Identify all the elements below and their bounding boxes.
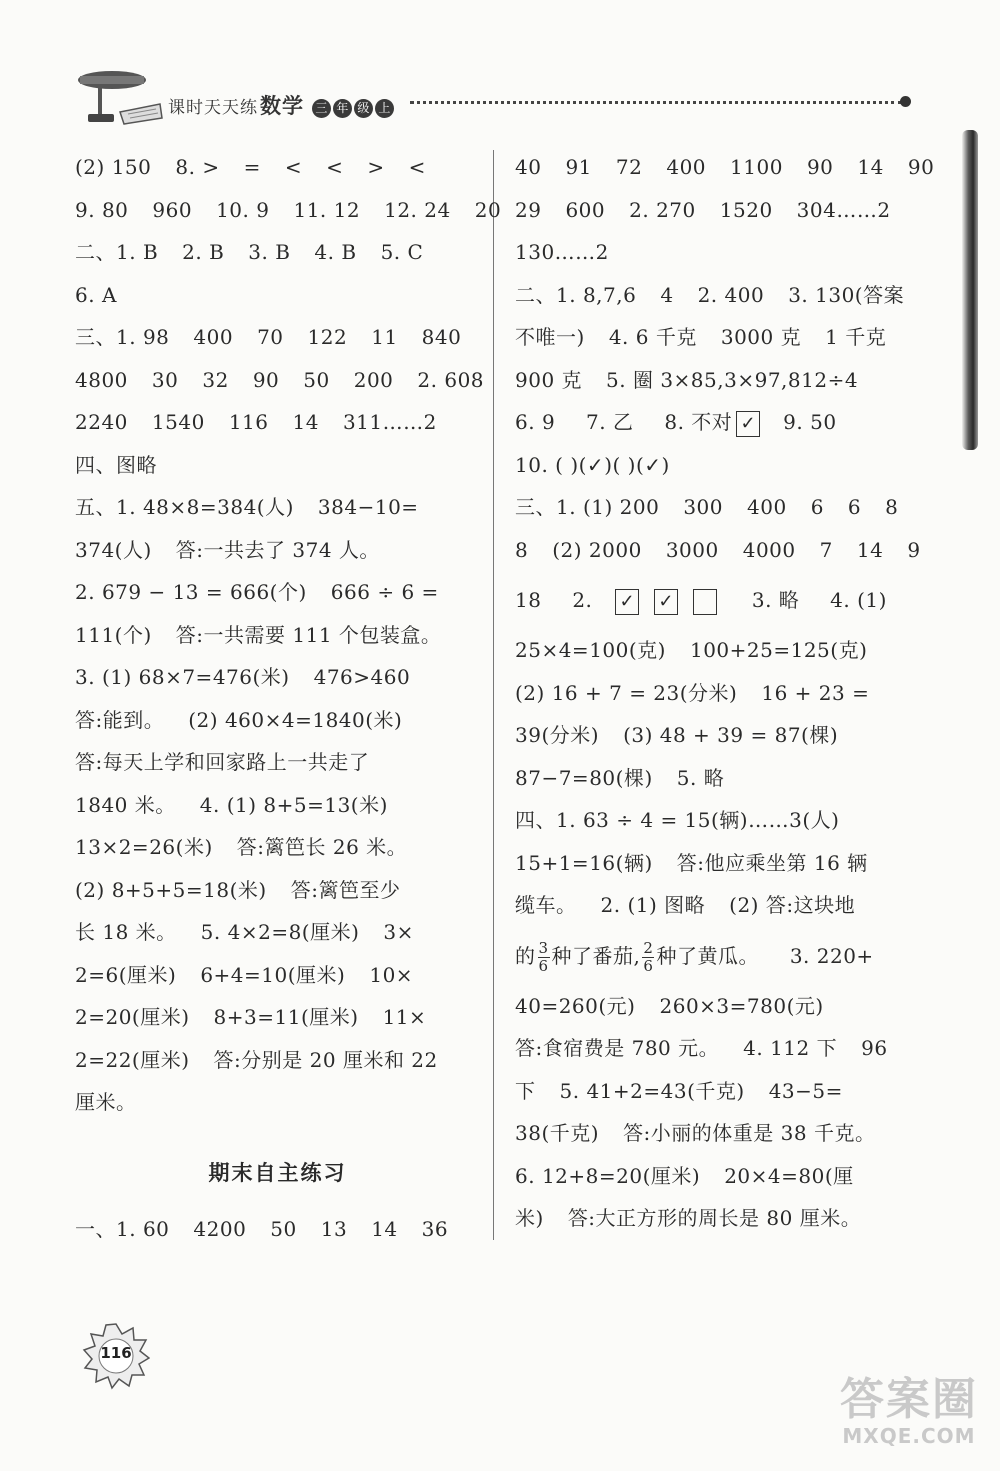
- answer-text: 的: [515, 943, 536, 968]
- answer-item: 90: [907, 155, 935, 179]
- fraction-denominator: 6: [643, 956, 654, 975]
- answer-item: 5. C: [380, 240, 424, 264]
- answer-item: <: [284, 155, 303, 179]
- answer-item: 答:大正方形的周长是 80 厘米。: [567, 1206, 862, 1230]
- answer-item: 3. (1) 68×7=476(米): [75, 665, 290, 689]
- answer-item: 30: [151, 367, 179, 392]
- answer-item: 答:能到。: [75, 707, 165, 732]
- answer-line: [75, 1081, 480, 1124]
- answer-item: 29: [515, 197, 542, 222]
- answer-line: [515, 672, 920, 715]
- answer-item: 32: [202, 367, 229, 392]
- desk-lamp-icon: [70, 68, 165, 130]
- answer-item: 300: [683, 495, 723, 519]
- fraction-numerator: 2: [643, 938, 654, 957]
- answer-item: 36: [421, 1217, 449, 1241]
- answer-item: 2. 679 − 13 = 666(个): [75, 580, 307, 604]
- answer-item: 840: [421, 325, 462, 349]
- answer-lines: [515, 486, 920, 571]
- answer-item: 2. 400: [697, 282, 765, 307]
- answer-checkbox: [693, 589, 717, 615]
- answer-item: 5. 41+2=43(千克): [559, 1078, 745, 1103]
- answer-item: 6: [810, 495, 824, 519]
- answer-item: 304……2: [796, 197, 891, 222]
- fraction: [538, 940, 550, 975]
- answer-item: 9: [907, 537, 921, 562]
- answer-line: [515, 1112, 920, 1155]
- answer-item: 3. 130(答案: [788, 282, 905, 307]
- answer-item: 960: [152, 197, 193, 222]
- grade-char: 上: [375, 99, 394, 118]
- answer-item: 400: [747, 495, 787, 519]
- answer-line: [75, 699, 480, 742]
- answer-lines: [515, 985, 920, 1240]
- answer-item: 二、1. 8,7,6: [515, 282, 637, 307]
- answer-line: [75, 571, 480, 614]
- answer-item: 91: [565, 155, 592, 179]
- answer-item: =: [243, 155, 261, 179]
- answer-item: 2. B: [182, 240, 225, 264]
- grade-char: 级: [354, 99, 373, 118]
- fraction: [642, 940, 654, 975]
- answer-item: 2. (1) 图略: [600, 893, 706, 917]
- answer-item: 3×: [383, 920, 414, 944]
- answer-line: [75, 869, 480, 912]
- answer-item: 5. 略: [676, 765, 725, 790]
- grade-char: 年: [333, 99, 352, 118]
- answer-column-right: [515, 146, 935, 1240]
- answer-item: 311……2: [342, 410, 437, 434]
- answer-item: 8: [515, 537, 529, 562]
- answer-item: 10. ( )(✓)( )(✓): [515, 452, 670, 477]
- answer-item: 11: [371, 325, 398, 349]
- answer-item: 40: [515, 155, 542, 179]
- answer-item: 8+3=11(厘米): [213, 1005, 359, 1029]
- answer-item: 50: [270, 1217, 297, 1241]
- answer-item: 1520: [719, 197, 773, 222]
- answer-line: [75, 359, 485, 402]
- answer-item: 4. (1): [830, 588, 887, 612]
- answer-item: 米): [515, 1206, 544, 1230]
- answer-column-left: [75, 146, 502, 1251]
- answer-item: 400: [666, 155, 707, 179]
- answer-item: 70: [257, 325, 284, 349]
- answer-item: 三、1. 98: [75, 325, 170, 349]
- answer-text: 种了番茄,: [551, 943, 641, 968]
- answer-item: 1840 米。: [75, 792, 176, 817]
- answer-item: 8. 不对: [664, 410, 733, 434]
- answer-item: <: [408, 155, 426, 179]
- answer-line: [515, 146, 935, 189]
- answer-item: 122: [307, 325, 348, 349]
- answer-item: 1540: [151, 410, 205, 434]
- answer-line: [515, 1155, 920, 1198]
- answer-item: 3. 220+: [789, 943, 874, 968]
- header-end-dot: [900, 96, 911, 107]
- answer-line: [75, 614, 480, 657]
- answer-item: 18: [515, 588, 542, 612]
- answer-line: [515, 571, 920, 629]
- answer-item: 384−10=: [317, 495, 419, 519]
- answer-item: 20: [474, 197, 502, 222]
- answer-item: 4. 112 下: [743, 1036, 838, 1060]
- answer-line: [75, 1039, 480, 1082]
- answer-line: [515, 799, 920, 842]
- answer-item: 下: [515, 1078, 536, 1103]
- answer-item: 4. (1) 8+5=13(米): [199, 792, 388, 817]
- answer-item: 答:他应乘坐第 16 辆: [676, 850, 868, 875]
- answer-item: 16 + 23 =: [761, 680, 870, 705]
- answer-item: 4: [660, 282, 674, 307]
- answer-item: 一、1. 60: [75, 1217, 170, 1241]
- answer-line: [75, 1208, 480, 1251]
- answer-line: [515, 1027, 920, 1070]
- answer-item: 6. 9: [515, 410, 556, 434]
- answer-text: 种了黄瓜。: [656, 943, 759, 968]
- answer-line: [515, 486, 920, 529]
- answer-item: 4. 6 千克: [608, 325, 697, 349]
- answer-item: 14: [292, 410, 319, 434]
- answer-line: [515, 1070, 920, 1113]
- answer-item: (3) 48 + 39 = 87(棵): [623, 723, 839, 747]
- answer-line: [75, 401, 480, 444]
- answer-checkbox: ✓: [654, 589, 678, 615]
- answer-item: 4. B: [314, 240, 357, 264]
- answer-line: [75, 826, 480, 869]
- answer-line: [75, 274, 480, 317]
- answer-line: [75, 529, 480, 572]
- answer-item: 12. 24: [384, 197, 451, 222]
- answer-item: 2.: [572, 588, 593, 612]
- answer-item: 2=6(厘米): [75, 962, 177, 987]
- answer-item: (2) 2000: [552, 537, 642, 562]
- answer-line: [75, 741, 480, 784]
- answer-checkbox: ✓: [736, 411, 760, 437]
- answer-lines: [515, 146, 935, 401]
- answer-item: 900 克: [515, 367, 583, 392]
- answer-item: 90: [806, 155, 834, 179]
- answer-item: 14: [856, 537, 884, 562]
- answer-item: 2. 608: [417, 367, 485, 392]
- answer-item: 3000: [665, 537, 719, 562]
- answer-item: 二、1. B: [75, 240, 159, 264]
- answer-item: 260×3=780(元): [659, 993, 824, 1018]
- answer-line: [75, 189, 502, 232]
- answer-item: 7. 乙: [586, 410, 634, 434]
- answer-line: [75, 444, 480, 487]
- answer-item: 10×: [369, 962, 414, 987]
- answer-line: [75, 486, 480, 529]
- answer-item: 四、图略: [75, 452, 157, 477]
- answer-item: 答:一共需要 111 个包装盒。: [175, 622, 442, 647]
- answer-line: [75, 784, 480, 827]
- answer-item: 2240: [75, 410, 128, 434]
- answer-item: 4200: [193, 1217, 247, 1241]
- answer-line: [75, 911, 480, 954]
- answer-item: 答:每天上学和回家路上一共走了: [75, 750, 370, 774]
- series-title: 课时天天练: [168, 98, 258, 118]
- answer-item: 476>460: [313, 665, 411, 689]
- answer-line: [515, 189, 920, 232]
- answer-line: [515, 444, 920, 487]
- subject-title: 数学: [260, 94, 304, 118]
- answer-item: 11×: [382, 1005, 427, 1029]
- answer-item: 3. 略: [751, 588, 800, 612]
- answer-line: [515, 629, 920, 672]
- answer-item: (2) 150: [75, 155, 152, 179]
- answer-item: 8: [885, 495, 899, 519]
- answer-line: [515, 714, 920, 757]
- answer-line: [75, 231, 480, 274]
- answer-item: 38(千克): [515, 1121, 600, 1145]
- answer-item: 87−7=80(棵): [515, 765, 653, 790]
- answer-line: [75, 954, 480, 997]
- answer-item: 3. B: [248, 240, 291, 264]
- answer-line: [515, 757, 920, 800]
- answer-item: 15+1=16(辆): [515, 850, 653, 875]
- answer-item: 9. 80: [75, 197, 129, 222]
- answer-item: 厘米。: [75, 1090, 137, 1114]
- answer-item: 6. 12+8=20(厘米): [515, 1163, 701, 1188]
- answer-item: 答:小丽的体重是 38 千克。: [623, 1121, 876, 1145]
- answer-item: 20×4=80(厘: [724, 1163, 854, 1188]
- answer-item: 答:一共去了 374 人。: [175, 537, 380, 562]
- answer-lines: [75, 1208, 480, 1251]
- answer-line: [515, 529, 920, 572]
- watermark-logo: [840, 1374, 978, 1448]
- page-edge-shadow: [962, 130, 978, 450]
- page-header: [0, 0, 1000, 150]
- answer-line: [75, 996, 480, 1039]
- answer-item: 13: [320, 1217, 348, 1241]
- answer-item: 5. 4×2=8(厘米): [200, 920, 360, 944]
- answer-item: 4000: [742, 537, 796, 562]
- answer-item: 600: [565, 197, 606, 222]
- answer-item: 4800: [75, 367, 128, 392]
- answer-item: 72: [615, 155, 643, 179]
- answer-item: 14: [371, 1217, 398, 1241]
- answer-item: 5. 圈 3×85,3×97,812÷4: [606, 367, 859, 392]
- watermark-url: MXQE.COM: [842, 1424, 976, 1448]
- fraction-numerator: 3: [538, 938, 549, 957]
- answer-lines: [515, 629, 920, 927]
- answer-item: (2) 16 + 7 = 23(分米): [515, 680, 738, 705]
- answer-line: [515, 401, 920, 444]
- answer-item: 50: [303, 367, 330, 392]
- answer-line: [75, 656, 480, 699]
- answer-item: 130……2: [515, 240, 609, 264]
- answer-line: [515, 884, 920, 927]
- answer-item: 不唯一): [515, 325, 585, 349]
- watermark-text: 答案圈: [840, 1374, 978, 1425]
- fraction-denominator: 6: [538, 956, 549, 975]
- answer-checkbox: ✓: [615, 589, 639, 615]
- answer-item: 39(分米): [515, 723, 600, 747]
- page-number: 116: [100, 1344, 132, 1362]
- answer-item: 答:分别是 20 厘米和 22: [213, 1047, 438, 1072]
- answer-item: 200: [353, 367, 394, 392]
- answer-item: 四、1. 63 ÷ 4 = 15(辆)……3(人): [515, 808, 840, 832]
- answer-item: 10. 9: [216, 197, 270, 222]
- answer-item: 1 千克: [825, 325, 887, 349]
- answer-line: [515, 985, 920, 1028]
- answer-item: (2) 8+5+5=18(米): [75, 877, 267, 902]
- answer-item: 2=22(厘米): [75, 1047, 190, 1072]
- section-title: 期末自主练习: [208, 1159, 347, 1185]
- answer-line: [515, 1197, 920, 1240]
- answer-item: 43−5=: [768, 1078, 843, 1103]
- answer-item: 2=20(厘米): [75, 1005, 190, 1029]
- answer-lines: [75, 146, 502, 1124]
- answer-item: 666 ÷ 6 =: [330, 580, 439, 604]
- answer-item: 13×2=26(米): [75, 835, 213, 859]
- answer-item: 14: [857, 155, 884, 179]
- answer-item: 3000 克: [720, 325, 802, 349]
- answer-item: <: [326, 155, 344, 179]
- answer-line-fraction: [515, 927, 920, 985]
- answer-item: 五、1. 48×8=384(人): [75, 495, 294, 519]
- column-divider: [493, 150, 494, 1240]
- answer-item: 8. >: [175, 155, 220, 179]
- grade-char: 三: [312, 99, 331, 118]
- answer-item: 2. 270: [629, 197, 696, 222]
- answer-line: [515, 316, 920, 359]
- answer-item: 100+25=125(克): [689, 638, 868, 662]
- answer-item: 答:篱笆长 26 米。: [236, 835, 408, 859]
- book-title: [168, 90, 394, 120]
- answer-item: 长 18 米。: [75, 920, 177, 944]
- answer-line: [515, 231, 920, 274]
- answer-line: [515, 274, 920, 317]
- answer-line: [515, 842, 920, 885]
- answer-item: 1100: [730, 155, 783, 179]
- answer-line: [75, 316, 480, 359]
- answer-item: 374(人): [75, 537, 152, 562]
- answer-item: (2) 答:这块地: [729, 893, 856, 917]
- answer-line: [515, 359, 920, 402]
- answer-item: 25×4=100(克): [515, 638, 666, 662]
- answer-item: 40=260(元): [515, 993, 636, 1018]
- answer-item: 90: [252, 367, 280, 392]
- answer-item: 11. 12: [293, 197, 361, 222]
- answer-item: 116: [228, 410, 269, 434]
- answer-item: 7: [819, 537, 833, 562]
- answer-item: 6. A: [75, 282, 117, 307]
- answer-item: >: [367, 155, 385, 179]
- answer-item: 6: [847, 495, 862, 519]
- answer-item: 9. 50: [783, 410, 837, 434]
- answer-line: [75, 146, 480, 189]
- answer-item: 96: [861, 1036, 888, 1060]
- answer-item: 答:食宿费是 780 元。: [515, 1036, 720, 1060]
- answer-item: 缆车。: [515, 893, 577, 917]
- answer-item: 111(个): [75, 622, 152, 647]
- answer-item: (2) 460×4=1840(米): [188, 707, 403, 732]
- answer-item: 答:篱笆至少: [290, 877, 401, 902]
- answer-item: 三、1. (1) 200: [515, 495, 660, 519]
- answer-item: 6+4=10(厘米): [200, 962, 346, 987]
- answer-item: 400: [193, 325, 234, 349]
- header-dotted-rule: [410, 101, 902, 104]
